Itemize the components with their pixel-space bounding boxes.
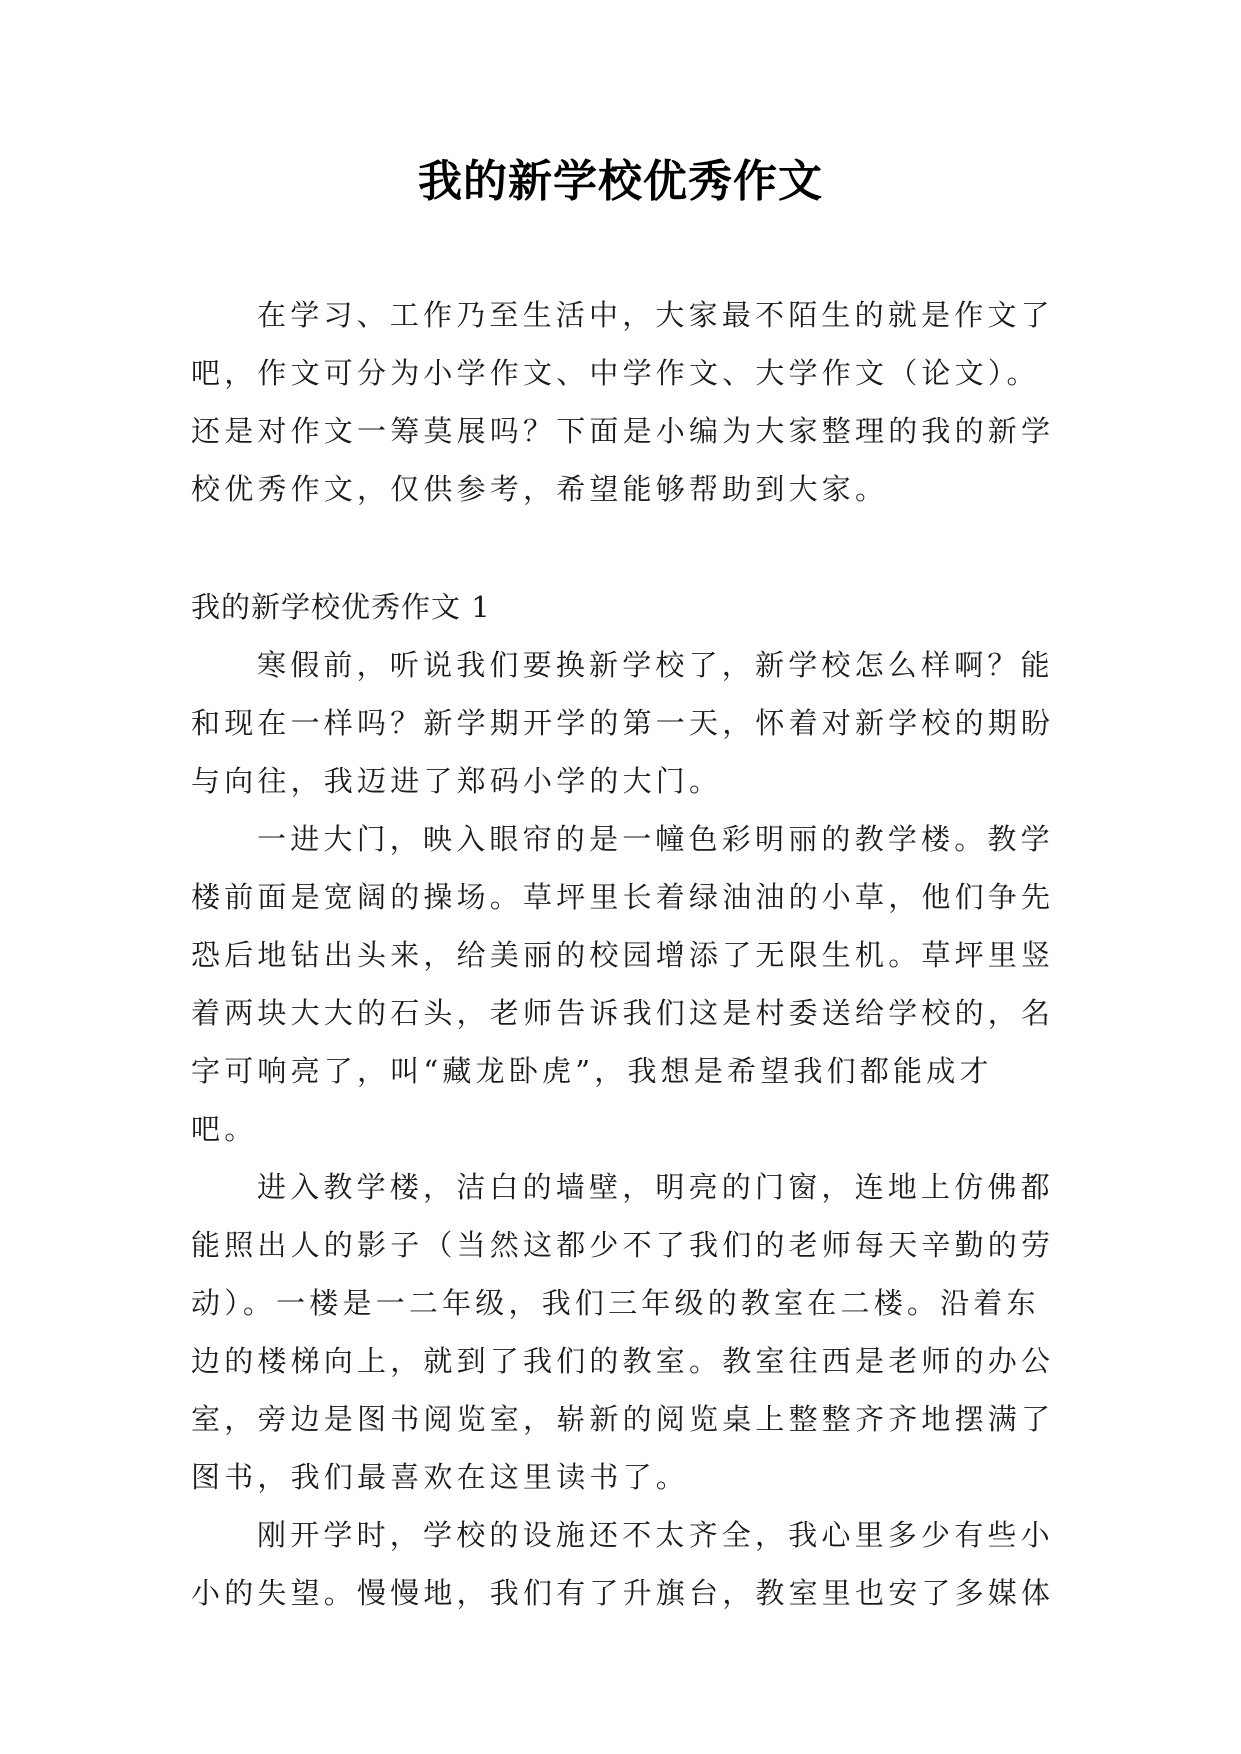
section-body: [191, 636, 1055, 1622]
section-heading: 我的新学校优秀作文 1: [191, 590, 491, 624]
intro-paragraph: 在学习、工作乃至生活中，大家最不陌生的就是作文了吧，作文可分为小学作文、中学作文、大学作文（论文）。还是对作文一筹莫展吗？下面是小编为大家整理的我的新学校优秀作文，仅供参考，希望能够帮助到大家。: [191, 298, 1055, 506]
paragraph-1: 寒假前，听说我们要换新学校了，新学校怎么样啊？能和现在一样吗？新学期开学的第一天，怀着对新学校的期盼与向往，我迈进了郑码小学的大门。: [191, 648, 1055, 798]
paragraph-2: 一进大门，映入眼帘的是一幢色彩明丽的教学楼。教学楼前面是宽阔的操场。草坪里长着绿油油的小草，他们争先恐后地钻出头来，给美丽的校园增添了无限生机。草坪里竖着两块大大的石头，老师告诉我们这是村委送给学校的，名字可响亮了，叫“藏龙卧虎”，我想是希望我们都能成才吧。: [191, 822, 1055, 1146]
intro-block: [191, 286, 1055, 518]
document-title: 我的新学校优秀作文: [418, 156, 823, 207]
paragraph-4: 刚开学时，学校的设施还不太齐全，我心里多少有些小小的失望。慢慢地，我们有了升旗台，教室里也安了多媒体: [191, 1518, 1055, 1610]
paragraph-3: 进入教学楼，洁白的墙壁，明亮的门窗，连地上仿佛都能照出人的影子（当然这都少不了我们的老师每天辛勤的劳动）。一楼是一二年级，我们三年级的教室在二楼。沿着东边的楼梯向上，就到了我们的教室。教室往西是老师的办公室，旁边是图书阅览室，崭新的阅览桌上整整齐齐地摆满了图书，我们最喜欢在这里读书了。: [191, 1170, 1055, 1494]
